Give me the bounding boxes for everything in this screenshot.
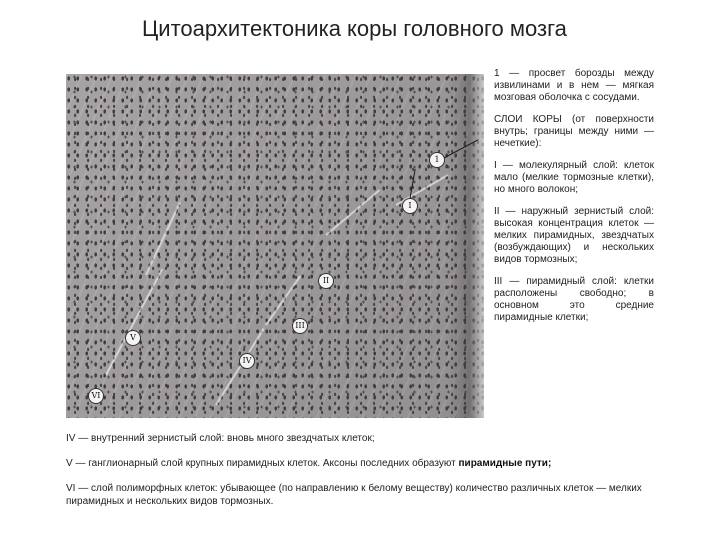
vessel-3 (325, 189, 380, 236)
legend-layers-intro: СЛОИ КОРЫ (от поверхности внутрь; границы между ними — нечеткие): (494, 114, 654, 149)
label-I: I (402, 198, 418, 214)
cortex-micrograph (66, 74, 484, 418)
bottom-legend (66, 432, 666, 520)
label-1: 1 (429, 152, 445, 168)
vessel-2 (215, 328, 264, 405)
label-II: II (318, 273, 334, 289)
legend-layer-4: IV — внутренний зернистый слой: вновь много звездчатых клеток; (66, 433, 375, 444)
label-IV: IV (239, 353, 255, 369)
legend-layer-2: II — наружный зернистый слой: высокая концентрация клеток — мелких пирамидных, звездчатых (возбуждающих) и нескольких видов тормозных; (494, 206, 654, 265)
legend-layer-3: III — пирамидный слой: клетки расположены свободно; в основном это средние пирамидные клетки; (494, 276, 654, 323)
legend-layer-1: I — молекулярный слой: клеток мало (мелкие тормозные клетки), но много волокон; (494, 160, 654, 195)
pyramidal-tracts-term: пирамидные пути; (458, 458, 552, 469)
vessel-5 (145, 202, 181, 275)
label-V: V (125, 330, 141, 346)
legend-layer-5-text: V — ганглионарный слой крупных пирамидных клеток. Аксоны последних образуют (66, 458, 459, 469)
label-VI: VI (88, 388, 104, 404)
legend-layer-6: VI — слой полиморфных клеток: убывающее (по направлению к белому веществу) количество различных клеток — мелких пирамидных и нескольких видов тормозных. (66, 483, 642, 507)
sulcus-edge (448, 74, 484, 418)
legend-item-1: 1 — просвет борозды между извилинами и в нем — мягкая мозговая оболочка с сосудами. (494, 68, 654, 103)
label-III: III (292, 318, 308, 334)
legend-layer-5 (66, 457, 666, 470)
side-legend (494, 68, 654, 334)
page-title: Цитоархитектоника коры головного мозга (142, 16, 567, 41)
vessel-1 (105, 269, 163, 376)
